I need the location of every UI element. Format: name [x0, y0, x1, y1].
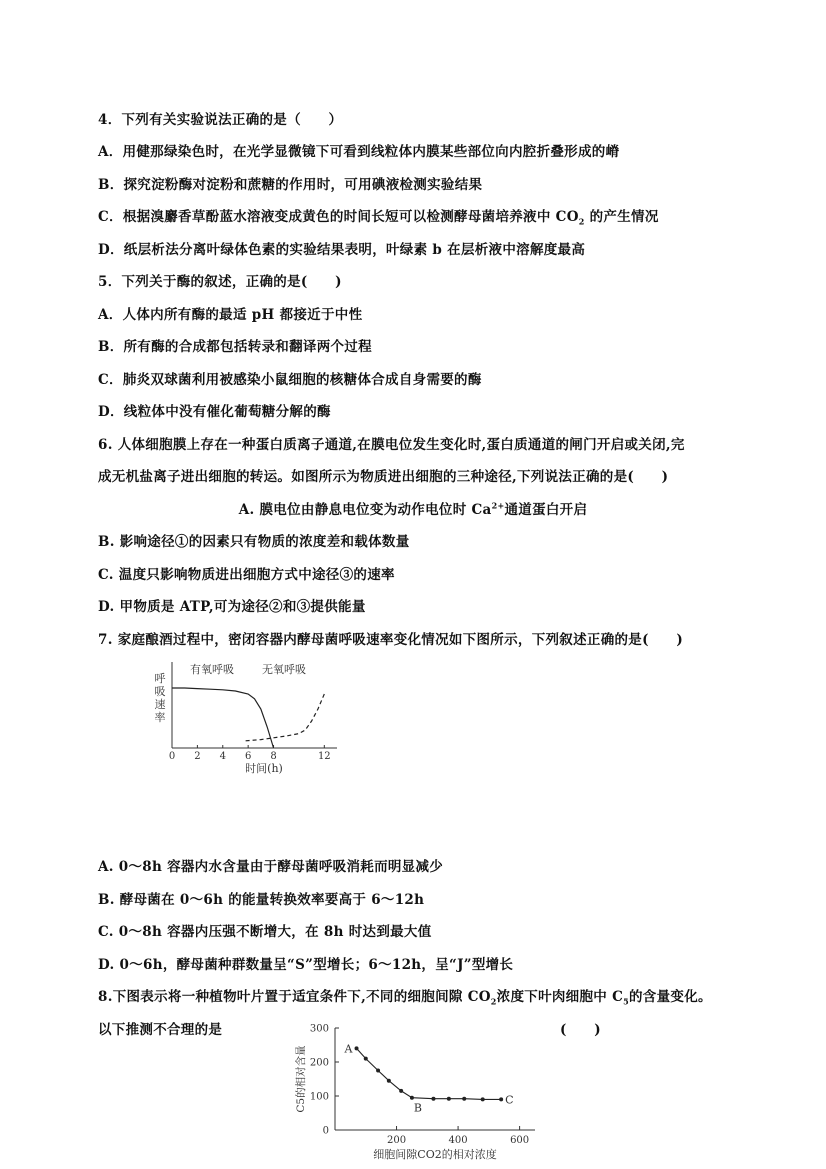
q4-option-c-text-end: 的产生情况	[584, 209, 659, 225]
q8-stem-text-end: 的含量变化。	[629, 989, 712, 1005]
q6-option-c: C. 温度只影响物质进出细胞方式中途径③的速率	[98, 567, 395, 583]
point-label-a: A	[344, 1042, 353, 1056]
y-axis-label-char: 吸	[154, 685, 166, 698]
y-tick-label: 300	[309, 1023, 329, 1035]
q6-option-d: D. 甲物质是 ATP,可为途径②和③提供能量	[98, 599, 366, 615]
data-point	[410, 1096, 414, 1100]
x-tick-label: 4	[219, 751, 226, 762]
y-tick-label: 0	[322, 1125, 329, 1137]
q7-option-c: C. 0～8h 容器内压强不断增大，在 8h 时达到最大值	[98, 924, 432, 940]
data-point	[364, 1057, 368, 1061]
q6-option-a	[0, 498, 826, 518]
respiration-chart-labels	[155, 662, 331, 775]
q5-option-c: C．肺炎双球菌利用被感染小鼠细胞的核糖体合成自身需要的酶	[98, 372, 482, 388]
q4-stem: 4．下列有关实验说法正确的是（ ）	[98, 112, 343, 128]
data-point	[447, 1097, 451, 1101]
q7-option-b: B. 酵母菌在 0～6h 的能量转换效率要高于 6～12h	[98, 892, 425, 908]
series-label-aerobic: 有氧呼吸	[190, 663, 234, 676]
respiration-chart	[150, 660, 350, 780]
x-tick-label: 200	[386, 1135, 407, 1146]
series-line-2	[246, 694, 325, 741]
q4-option-c-text: C．根据溴麝香草酚蓝水溶液变成黄色的时间长短可以检测酵母菌培养液中 CO	[98, 209, 579, 225]
data-point	[462, 1097, 466, 1101]
subscript: 2	[490, 996, 497, 1007]
q7-stem: 7. 家庭酿酒过程中，密闭容器内酵母菌呼吸速率变化情况如下图所示，下列叙述正确的是( )	[98, 632, 684, 648]
q8-stem-text-mid: 浓度下叶肉细胞中 C	[496, 989, 624, 1005]
q6-option-a-text-end: 通道蛋白开启	[504, 502, 588, 518]
subscript: 5	[623, 996, 629, 1007]
x-tick-label: 600	[510, 1135, 530, 1146]
point-label-c: C	[505, 1093, 514, 1107]
q4-option-b: B．探究淀粉酶对淀粉和蔗糖的作用时，可用碘液检测实验结果	[98, 177, 483, 193]
data-point	[481, 1097, 485, 1101]
series-line-1	[172, 688, 274, 748]
q7-option-d: D. 0～6h，酵母菌种群数量呈“S”型增长；6～12h，呈“J”型增长	[98, 957, 514, 973]
data-point	[355, 1046, 359, 1050]
y-axis-label-char: 呼	[154, 672, 166, 685]
x-tick-label: 8	[270, 751, 277, 762]
q8-answer-paren: ( )	[560, 1022, 601, 1038]
c5-curve	[357, 1048, 502, 1099]
y-tick-label: 100	[309, 1091, 329, 1103]
q4-option-a: A．用健那绿染色时，在光学显微镜下可看到线粒体内膜某些部位向内腔折叠形成的嵴	[98, 144, 620, 160]
q6-option-a-text: A. 膜电位由静息电位变为动作电位时 Ca	[238, 502, 492, 518]
q8-stem-line2: 以下推测不合理的是	[98, 1022, 223, 1038]
q8-stem-line1	[98, 985, 712, 1007]
superscript: 2+	[491, 500, 505, 511]
y-tick-label: 200	[309, 1057, 329, 1069]
c5-chart-axes	[335, 1028, 535, 1130]
x-tick-label: 400	[448, 1135, 468, 1146]
q7-option-a: A. 0～8h 容器内水含量由于酵母菌呼吸消耗而明显减少	[98, 859, 444, 875]
x-axis-label: 细胞间隙CO2的相对浓度	[373, 1148, 497, 1161]
x-tick-label: 12	[317, 751, 331, 762]
data-point	[431, 1097, 435, 1101]
c5-chart-labels	[294, 1024, 529, 1162]
data-point	[376, 1069, 380, 1073]
x-tick-label: 6	[244, 751, 252, 762]
q5-option-d: D．线粒体中没有催化葡萄糖分解的酶	[98, 404, 331, 420]
y-axis-label-char: 速	[154, 698, 166, 711]
c5-content-chart	[290, 1018, 550, 1168]
q5-option-a: A．人体内所有酶的最适 pH 都接近于中性	[98, 307, 363, 323]
data-point	[499, 1097, 503, 1101]
point-label-b: B	[413, 1101, 423, 1115]
q5-option-b: B．所有酶的合成都包括转录和翻译两个过程	[98, 339, 372, 355]
q6-stem-line1: 6. 人体细胞膜上存在一种蛋白质离子通道,在膜电位发生变化时,蛋白质通道的闸门开启或关闭,完	[98, 437, 685, 453]
q8-stem-text: 8.下图表示将一种植物叶片置于适宜条件下,不同的细胞间隙 CO	[98, 989, 491, 1005]
q4-option-d: D．纸层析法分离叶绿体色素的实验结果表明，叶绿素 b 在层析液中溶解度最高	[98, 242, 586, 258]
y-axis-label-char: 率	[154, 711, 166, 724]
x-tick-label: 2	[194, 751, 201, 762]
x-axis-label: 时间(h)	[245, 762, 283, 775]
y-axis-label: C5的相对含量	[295, 1045, 307, 1113]
q6-stem-line2: 成无机盐离子进出细胞的转运。如图所示为物质进出细胞的三种途径,下列说法正确的是( )	[98, 469, 669, 485]
c5-chart-marks	[355, 1046, 504, 1101]
q5-stem: 5．下列关于酶的叙述，正确的是( )	[98, 274, 342, 290]
q4-option-c	[98, 205, 659, 227]
series-label-anaerobic: 无氧呼吸	[262, 663, 306, 676]
q6-option-b: B. 影响途径①的因素只有物质的浓度差和载体数量	[98, 534, 410, 550]
subscript: 2	[578, 216, 585, 227]
data-point	[387, 1079, 391, 1083]
respiration-chart-marks	[172, 688, 324, 748]
x-tick-label: 0	[168, 751, 176, 762]
data-point	[399, 1089, 403, 1093]
